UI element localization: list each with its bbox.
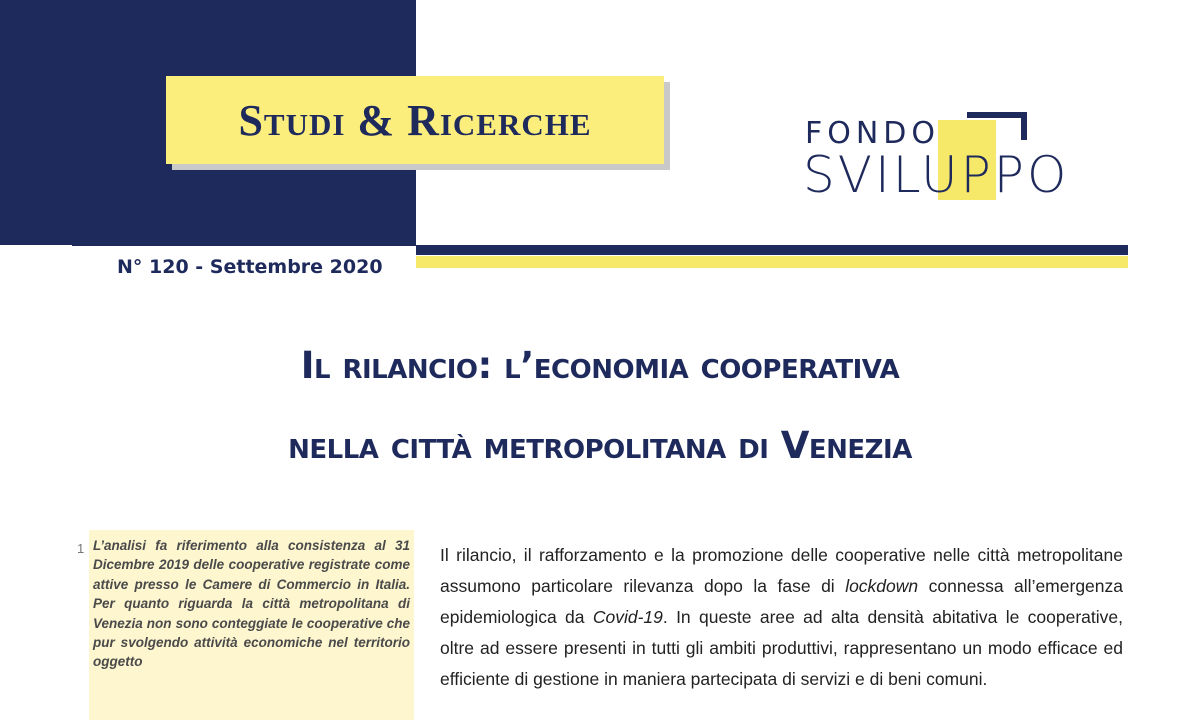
series-banner	[166, 76, 664, 164]
header-divider-navy	[416, 245, 1128, 255]
logo-word-sviluppo: SVILUPPO	[803, 146, 1070, 204]
document-title-line2: nella città metropolitana di Venezia	[288, 424, 912, 467]
body-paragraph	[440, 540, 1123, 695]
body-emphasis-lockdown: lockdown	[845, 576, 919, 596]
issue-number-date: N° 120 - Settembre 2020	[117, 256, 383, 278]
body-text-part2: connessa all’emergenza epidemiologica da	[440, 576, 1124, 627]
body-text-part3: . In queste aree ad alta densità abitativa le cooperative, oltre ad essere presenti in tutti gli ambiti produttivi, rappresentano un modo efficace ed efficiente di gestione in maniera partecipata di servizi e di beni comuni.	[440, 607, 1123, 689]
document-title-line1: Il rilancio: l’economia cooperativa	[300, 344, 900, 387]
header-divider-yellow	[416, 256, 1128, 268]
body-emphasis-covid: Covid-19	[592, 607, 663, 627]
body-text-part1: Il rilancio, il rafforzamento e la promozione delle cooperative nelle città metropolitane assumono particolare rilevanza dopo la fase di	[440, 545, 1123, 596]
footnote-box	[89, 530, 414, 720]
logo-bracket-top	[967, 112, 1027, 118]
footnote-text: L’analisi fa riferimento alla consistenza al 31 Dicembre 2019 delle cooperative registrate come attive presso le Camere di Commercio in Italia. Per quanto riguarda la città metropolitana di Venezia non sono conteggiate le cooperative che pur svolgendo attività economiche nel territorio oggetto	[93, 538, 410, 670]
logo-bracket-side	[1021, 112, 1027, 140]
logo-word-fondo: FONDO	[805, 116, 941, 151]
footnote-number: 1	[77, 541, 85, 556]
fondo-sviluppo-logo	[805, 112, 1125, 207]
header-divider-thin	[72, 245, 416, 246]
series-title: Studi & Ricerche	[238, 95, 592, 145]
